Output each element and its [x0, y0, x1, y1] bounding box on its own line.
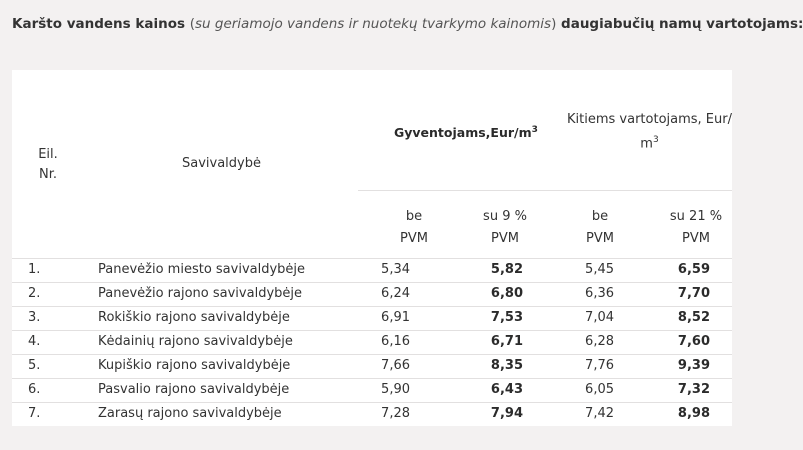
row-residents-novat: 5,34	[381, 262, 410, 277]
row-residents-vat: 6,43	[490, 382, 523, 397]
row-divider	[12, 402, 732, 403]
row-others-novat: 7,04	[585, 310, 614, 325]
header-others-sup: 3	[652, 135, 659, 145]
row-others-vat: 8,98	[677, 406, 710, 421]
subheader-res-novat-l1: be	[405, 209, 423, 224]
row-residents-vat: 6,80	[490, 286, 523, 301]
header-others	[567, 110, 732, 154]
price-table	[12, 70, 732, 426]
row-others-novat: 7,42	[585, 406, 614, 421]
row-divider	[12, 306, 732, 307]
row-municipality: Pasvalio rajono savivaldybėje	[98, 382, 290, 397]
row-number: 3.	[28, 310, 41, 325]
header-residents-text: Gyventojams,Eur/m	[394, 125, 532, 141]
row-residents-vat: 7,53	[490, 310, 523, 325]
row-others-vat: 9,39	[677, 358, 710, 373]
row-others-vat: 6,59	[677, 262, 710, 277]
header-number-line1: Eil.	[38, 147, 58, 162]
row-others-novat: 6,36	[585, 286, 614, 301]
subheader-res-novat	[392, 206, 436, 250]
subheader-res-vat	[480, 206, 530, 250]
row-others-novat: 6,05	[585, 382, 614, 397]
subheader-res-vat-l1: su 9 %	[483, 209, 527, 224]
row-municipality: Rokiškio rajono savivaldybėje	[98, 310, 290, 325]
row-municipality: Kėdainių rajono savivaldybėje	[98, 334, 293, 349]
row-others-vat: 7,60	[677, 334, 710, 349]
row-divider	[12, 258, 732, 259]
row-number: 4.	[28, 334, 41, 349]
subheader-oth-vat-l1: su 21 %	[669, 209, 723, 224]
header-others-unit: m	[640, 136, 653, 152]
row-residents-vat: 5,82	[490, 262, 523, 277]
row-others-novat: 7,76	[585, 358, 614, 373]
row-number: 6.	[28, 382, 41, 397]
row-divider	[12, 378, 732, 379]
header-municipality: Savivaldybė	[182, 156, 261, 171]
row-residents-vat: 6,71	[490, 334, 523, 349]
subheader-oth-novat-l2: PVM	[586, 231, 614, 246]
heading-paren-open: (	[189, 16, 195, 32]
heading-note: su geriamojo vandens ir nuotekų tvarkymo kainomis	[195, 16, 552, 32]
row-residents-novat: 7,28	[381, 406, 410, 421]
row-residents-vat: 7,94	[490, 406, 523, 421]
row-number: 1.	[28, 262, 41, 277]
subheader-res-novat-l2: PVM	[400, 231, 428, 246]
row-others-novat: 6,28	[585, 334, 614, 349]
header-number	[36, 145, 60, 185]
header-others-line1: Kitiems vartotojams, Eur/	[567, 112, 732, 127]
header-residents-sup: 3	[531, 125, 538, 135]
heading-title: Karšto vandens kainos	[12, 16, 186, 32]
header-others-line2	[567, 130, 732, 154]
row-others-vat: 8,52	[677, 310, 710, 325]
subheader-res-vat-l2: PVM	[491, 231, 519, 246]
heading-target: daugiabučių namų vartotojams:	[561, 16, 803, 32]
subheader-oth-vat	[668, 206, 724, 250]
heading-paren-close: )	[551, 16, 557, 32]
row-number: 2.	[28, 286, 41, 301]
header-residents	[394, 120, 538, 143]
row-residents-novat: 6,24	[381, 286, 410, 301]
subheader-oth-novat	[578, 206, 622, 250]
row-residents-vat: 8,35	[490, 358, 523, 373]
row-residents-novat: 6,16	[381, 334, 410, 349]
row-divider	[12, 282, 732, 283]
row-municipality: Kupiškio rajono savivaldybėje	[98, 358, 291, 373]
row-residents-novat: 6,91	[381, 310, 410, 325]
row-municipality: Panevėžio rajono savivaldybėje	[98, 286, 302, 301]
row-others-novat: 5,45	[585, 262, 614, 277]
header-number-line2: Nr.	[38, 167, 57, 182]
row-municipality: Panevėžio miesto savivaldybėje	[98, 262, 306, 277]
row-residents-novat: 7,66	[381, 358, 410, 373]
row-residents-novat: 5,90	[381, 382, 410, 397]
header-divider	[358, 190, 732, 191]
row-number: 5.	[28, 358, 41, 373]
row-municipality: Zarasų rajono savivaldybėje	[98, 406, 282, 421]
page-heading	[12, 16, 803, 32]
row-others-vat: 7,70	[677, 286, 710, 301]
row-divider	[12, 330, 732, 331]
subheader-oth-vat-l2: PVM	[682, 231, 710, 246]
subheader-oth-novat-l1: be	[591, 209, 609, 224]
row-divider	[12, 354, 732, 355]
row-others-vat: 7,32	[677, 382, 710, 397]
row-number: 7.	[28, 406, 41, 421]
